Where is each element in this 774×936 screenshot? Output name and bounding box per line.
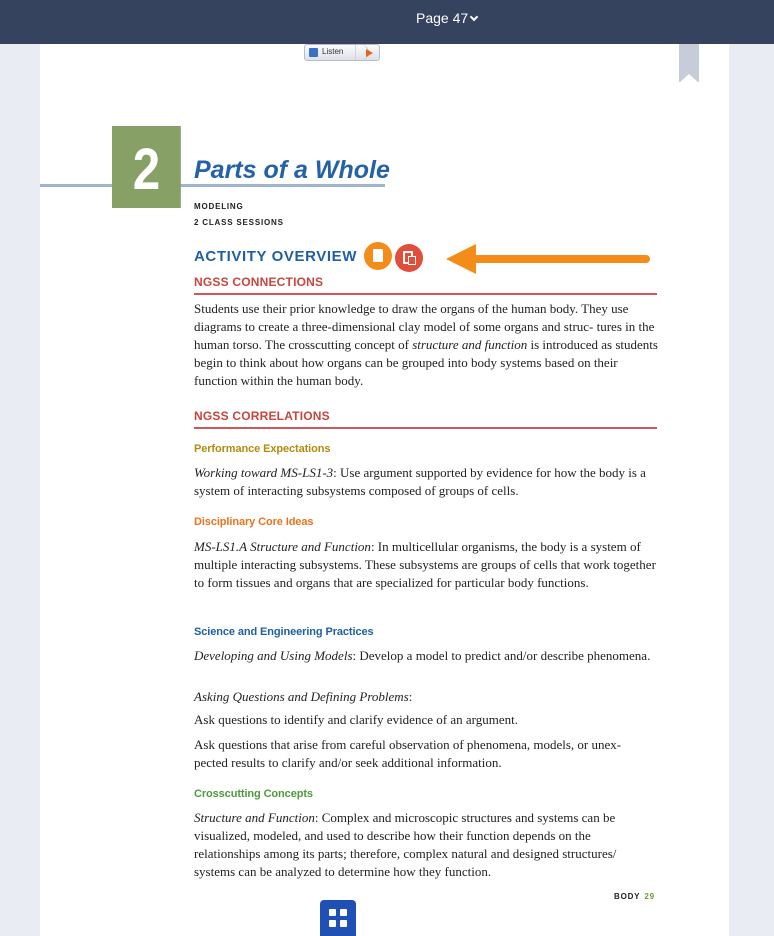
asking-questions-item: Ask questions to identify and clarify evidence of an argument. bbox=[194, 712, 518, 727]
page-footer bbox=[614, 892, 655, 901]
class-sessions: 2 CLASS SESSIONS bbox=[194, 218, 284, 227]
asking-questions-item: Ask questions that arise from careful observation of phenomena, models, or unex- pected results to clarify and/or seek additional information. bbox=[194, 737, 622, 770]
performance-expectations-heading: Performance Expectations bbox=[194, 443, 331, 455]
speaker-icon bbox=[309, 48, 318, 57]
page-selector[interactable] bbox=[416, 10, 477, 26]
ngss-correlations-heading: NGSS CORRELATIONS bbox=[194, 409, 330, 423]
activity-overview-heading: ACTIVITY OVERVIEW bbox=[194, 248, 358, 265]
section-rule bbox=[194, 293, 657, 295]
footer-section: BODY bbox=[614, 892, 641, 901]
listen-label: Listen bbox=[322, 47, 344, 56]
activity-type: MODELING bbox=[194, 202, 244, 211]
crosscutting-concepts-text: Structure and Function: Complex and microscopic structures and systems can be visualized, modeled, and used to describe how their function depends on the relationships among its parts; therefore, complex natural and designed structures/ systems can be analyzed to determine how they function. bbox=[194, 810, 617, 879]
footer-page-number: 29 bbox=[644, 892, 655, 901]
developing-models-text: Developing and Using Models: Develop a model to predict and/or describe phenomena. bbox=[194, 648, 651, 663]
bookmark-icon[interactable] bbox=[679, 44, 699, 82]
top-toolbar bbox=[0, 0, 774, 44]
chevron-down-icon bbox=[470, 13, 478, 21]
activity-doc-icon[interactable] bbox=[364, 242, 392, 270]
play-icon[interactable] bbox=[366, 49, 373, 57]
asking-questions-text: Asking Questions and Defining Problems: bbox=[194, 689, 413, 704]
section-rule bbox=[194, 427, 657, 429]
arrow-shaft bbox=[470, 255, 650, 263]
chapter-number: 2 bbox=[112, 126, 181, 208]
grid-menu-icon[interactable] bbox=[320, 900, 356, 936]
performance-expectations-text: Working toward MS-LS1-3: Use argument supported by evidence for how the body is a system of interacting subsystems composed of groups of cells. bbox=[194, 465, 646, 498]
listen-button[interactable] bbox=[304, 44, 380, 61]
page-label: Page 47 bbox=[416, 10, 469, 26]
chapter-title: Parts of a Whole bbox=[194, 156, 390, 184]
disciplinary-core-ideas-heading: Disciplinary Core Ideas bbox=[194, 516, 314, 528]
activity-copy-icon[interactable] bbox=[395, 244, 423, 272]
crosscutting-concepts-heading: Crosscutting Concepts bbox=[194, 788, 313, 800]
ngss-connections-heading: NGSS CONNECTIONS bbox=[194, 275, 324, 289]
disciplinary-core-ideas-text: MS-LS1.A Structure and Function: In multicellular organisms, the body is a system of multiple interacting subsystems. These subsystems are groups of cells that work together to form tissues and organs that are specialized for particular body functions. bbox=[194, 539, 656, 590]
science-engineering-practices-heading: Science and Engineering Practices bbox=[194, 626, 374, 638]
ngss-connections-text: Students use their prior knowledge to draw the organs of the human body. They use diagrams to create a three-dimensional clay model of some organs and struc- tures in the human torso. The crosscutting concept of structure and function is introduced as students begin to think about how organs can be grouped into body systems based on their function within the human body. bbox=[194, 301, 658, 388]
